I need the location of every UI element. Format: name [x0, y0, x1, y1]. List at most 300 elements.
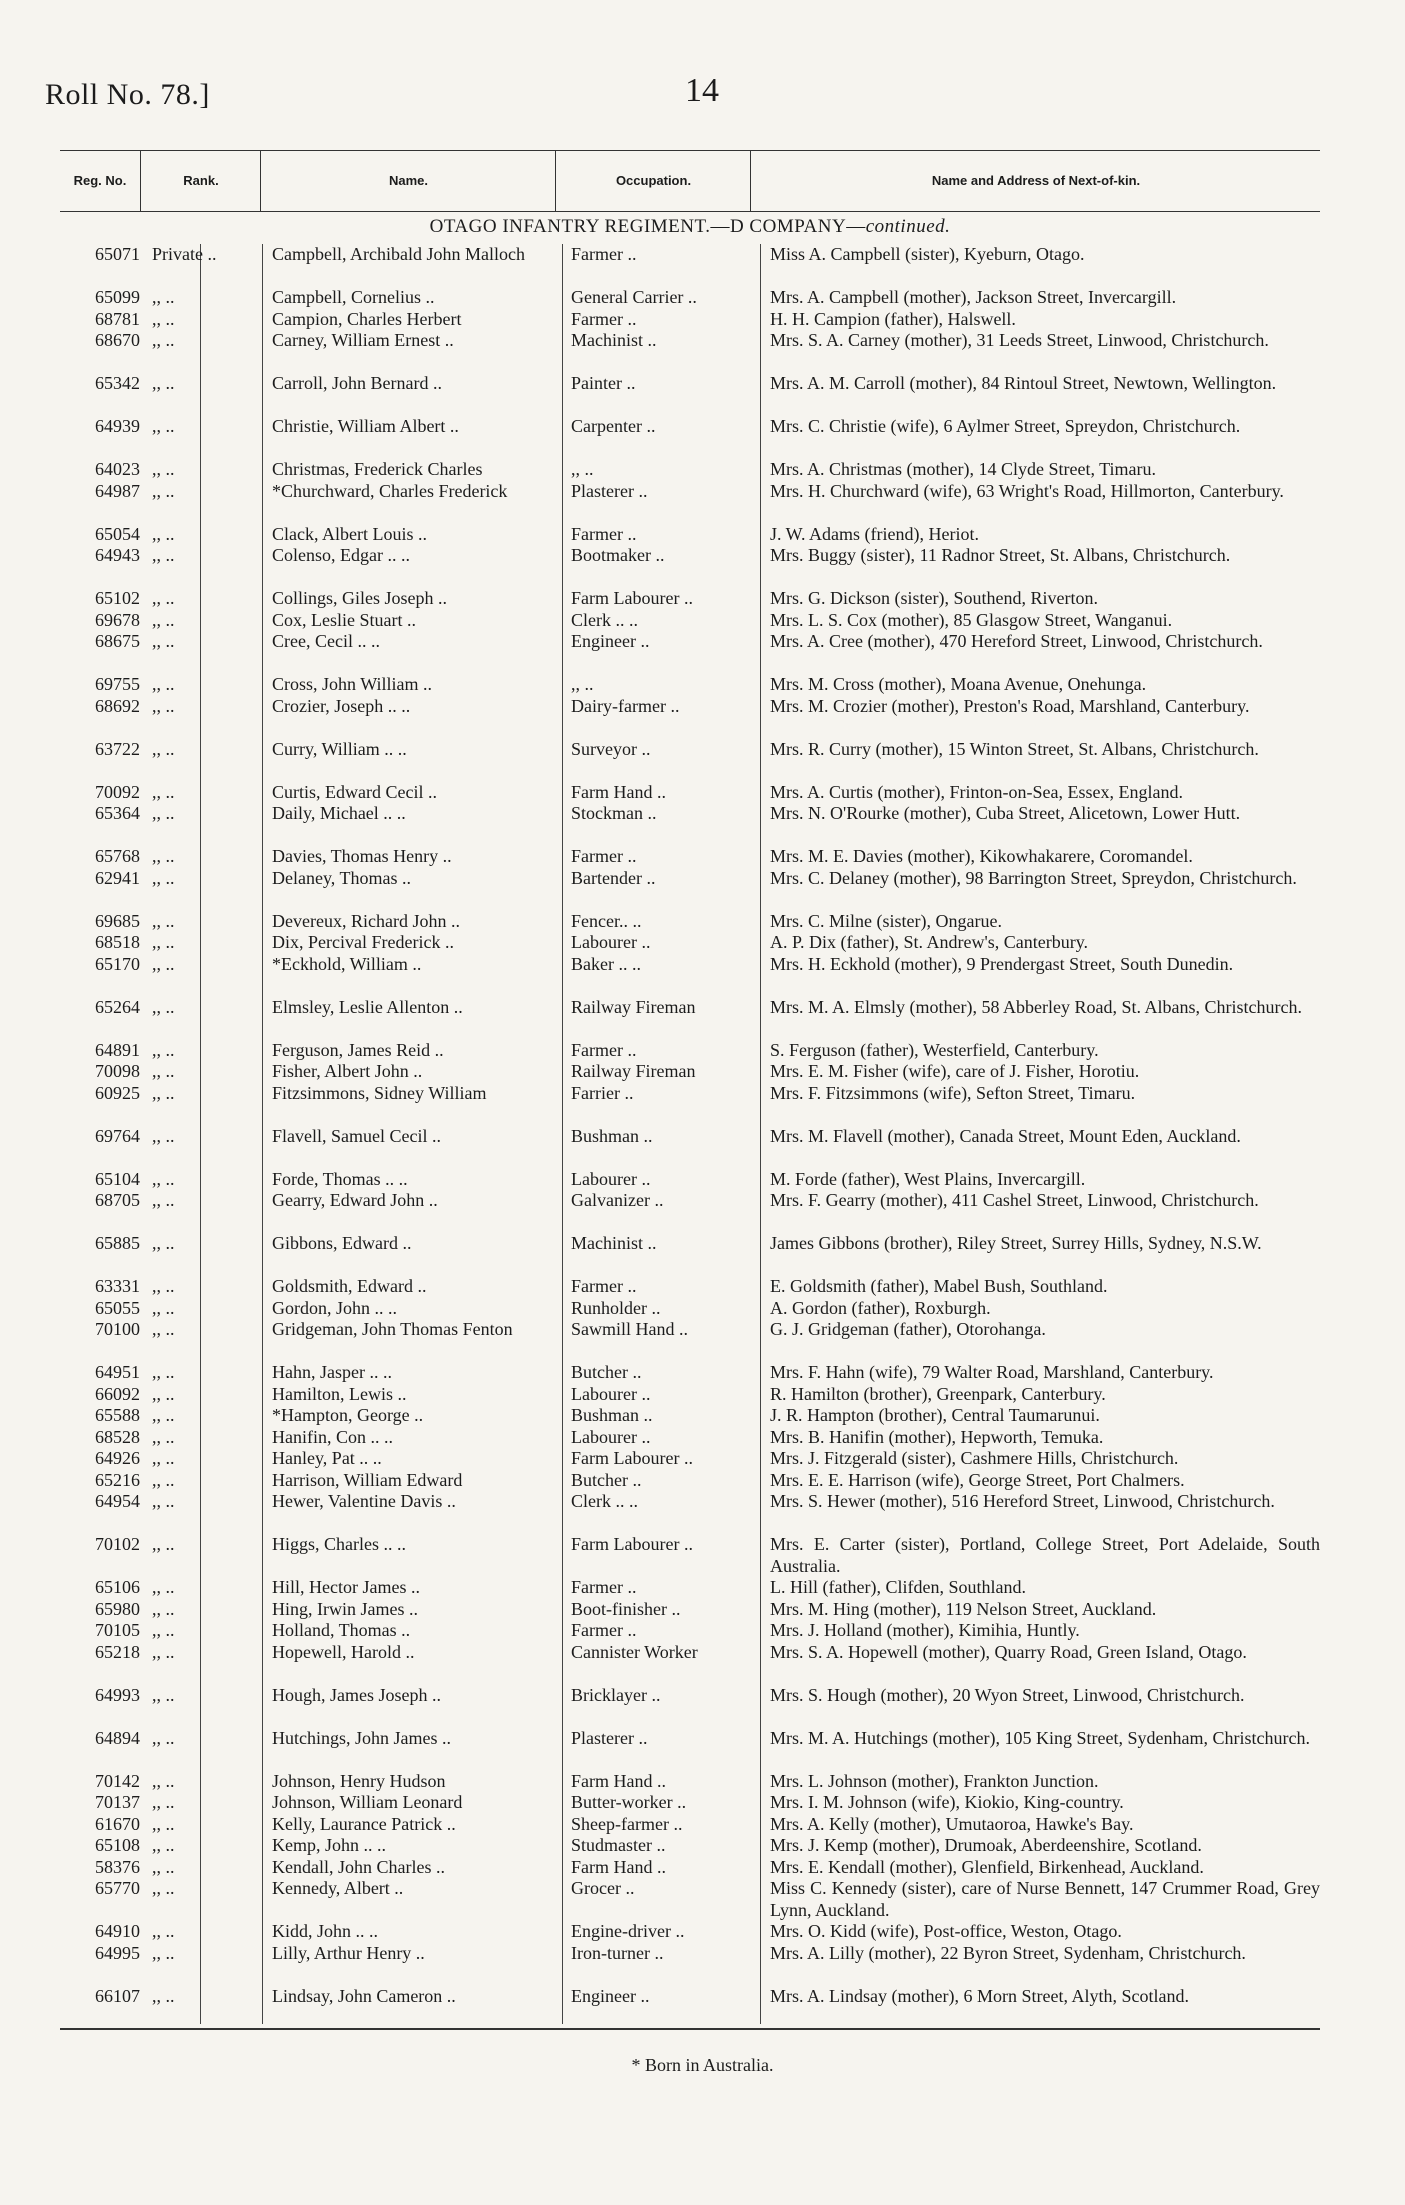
table-row — [60, 782, 1320, 804]
soldier-name: Curtis, Edward Cecil .. — [272, 781, 437, 802]
next-of-kin: A. Gordon (father), Roxburgh. — [770, 1297, 991, 1318]
reg-number: 70098 — [95, 1061, 140, 1081]
soldier-name: Hill, Hector James .. — [272, 1577, 420, 1597]
occupation: Plasterer .. — [571, 1727, 648, 1748]
next-of-kin: Mrs. B. Hanifin (mother), Hepworth, Temuka. — [770, 1426, 1104, 1447]
occupation: Galvanizer .. — [571, 1190, 664, 1210]
occupation: Engine-driver .. — [571, 1921, 685, 1941]
next-of-kin: Mrs. E. E. Harrison (wife), George Street, Port Chalmers. — [770, 1469, 1185, 1490]
occupation: Labourer .. — [571, 932, 651, 952]
reg-number: 69755 — [95, 674, 140, 694]
rank: ,, .. — [152, 996, 175, 1017]
reg-number: 70142 — [95, 1770, 140, 1791]
col-occupation: Occupation. — [555, 151, 751, 211]
table-row — [60, 524, 1320, 546]
soldier-name: Gridgeman, John Thomas Fenton — [272, 1319, 513, 1339]
next-of-kin: Mrs. N. O'Rourke (mother), Cuba Street, Alicetown, Lower Hutt. — [770, 803, 1241, 823]
next-of-kin: Mrs. F. Gearry (mother), 411 Cashel Street, Linwood, Christchurch. — [770, 1190, 1259, 1210]
rank: ,, .. — [152, 1383, 175, 1404]
occupation: Bushman .. — [571, 1405, 653, 1425]
page-number: 14 — [685, 72, 719, 109]
rank: ,, .. — [152, 1727, 175, 1748]
occupation: Farm Labourer .. — [571, 588, 693, 608]
reg-number: 64910 — [95, 1921, 140, 1941]
table-row — [60, 1771, 1320, 1793]
col-reg-no: Reg. No. — [73, 173, 127, 188]
reg-number: 65342 — [95, 373, 140, 393]
table-row — [60, 1384, 1320, 1406]
reg-number: 65980 — [95, 1598, 140, 1619]
table-row — [60, 1685, 1320, 1728]
next-of-kin: Mrs. Buggy (sister), 11 Radnor Street, St. Albans, Christchurch. — [770, 545, 1231, 565]
next-of-kin: Mrs. F. Hahn (wife), 79 Walter Road, Marshland, Canterbury. — [770, 1362, 1214, 1382]
next-of-kin: Mrs. A. Christmas (mother), 14 Clyde Street, Timaru. — [770, 459, 1156, 479]
next-of-kin: Mrs. E. M. Fisher (wife), care of J. Fisher, Horotiu. — [770, 1061, 1140, 1081]
next-of-kin: Mrs. S. A. Carney (mother), 31 Leeds Street, Linwood, Christchurch. — [770, 330, 1269, 350]
soldier-name: Hing, Irwin James .. — [272, 1598, 418, 1619]
next-of-kin: Mrs. M. A. Elmsly (mother), 58 Abberley Road, St. Albans, Christchurch. — [770, 996, 1302, 1017]
occupation: Farm Hand .. — [571, 1856, 666, 1877]
footnote: * Born in Australia. — [631, 2055, 774, 2075]
next-of-kin: R. Hamilton (brother), Greenpark, Canterbury. — [770, 1383, 1106, 1404]
rank: ,, .. — [152, 1319, 175, 1339]
reg-number: 68692 — [95, 695, 140, 716]
reg-number: 65768 — [95, 846, 140, 866]
reg-number: 70137 — [95, 1792, 140, 1812]
next-of-kin: Mrs. S. A. Hopewell (mother), Quarry Road, Green Island, Otago. — [770, 1641, 1247, 1662]
soldier-name: Hough, James Joseph .. — [272, 1684, 441, 1705]
soldier-name: Harrison, William Edward — [272, 1469, 463, 1490]
reg-number: 64891 — [95, 1039, 140, 1060]
table-row — [60, 1083, 1320, 1126]
next-of-kin: Mrs. M. E. Davies (mother), Kikowhakarere, Coromandel. — [770, 846, 1193, 866]
soldier-name: Hahn, Jasper .. .. — [272, 1362, 392, 1382]
rank: ,, .. — [152, 1770, 175, 1791]
soldier-name: Johnson, William Leonard — [272, 1792, 463, 1812]
occupation: Machinist .. — [571, 330, 657, 350]
table-row — [60, 1728, 1320, 1771]
occupation: Bricklayer .. — [571, 1684, 661, 1705]
occupation: Bartender .. — [571, 867, 656, 888]
reg-number: 66092 — [95, 1383, 140, 1404]
soldier-name: Kennedy, Albert .. — [272, 1878, 404, 1898]
soldier-name: Clack, Albert Louis .. — [272, 523, 427, 544]
occupation: ,, .. — [571, 459, 594, 479]
rank: ,, .. — [152, 330, 175, 350]
soldier-name: Kelly, Laurance Patrick .. — [272, 1813, 456, 1834]
occupation: Farm Labourer .. — [571, 1534, 693, 1554]
soldier-name: Delaney, Thomas .. — [272, 867, 411, 888]
occupation: Farmer .. — [571, 1577, 637, 1597]
occupation: Baker .. .. — [571, 953, 641, 974]
occupation: Grocer .. — [571, 1878, 635, 1898]
next-of-kin: Mrs. A. Lindsay (mother), 6 Morn Street, Alyth, Scotland. — [770, 1985, 1189, 2006]
table-row — [60, 1986, 1320, 2008]
soldier-name: Devereux, Richard John .. — [272, 910, 460, 931]
soldier-name: Kidd, John .. .. — [272, 1921, 379, 1941]
table-row — [60, 739, 1320, 782]
reg-number: 64939 — [95, 416, 140, 436]
occupation: Farmer .. — [571, 523, 637, 544]
rank: ,, .. — [152, 1061, 175, 1081]
soldier-name: Christmas, Frederick Charles — [272, 459, 483, 479]
occupation: Engineer .. — [571, 631, 650, 651]
soldier-name: Hutchings, John James .. — [272, 1727, 451, 1748]
table-row — [60, 803, 1320, 846]
occupation: Sheep-farmer .. — [571, 1813, 683, 1834]
reg-number: 64987 — [95, 480, 140, 501]
reg-number: 64926 — [95, 1448, 140, 1468]
table-row — [60, 1792, 1320, 1814]
occupation: Plasterer .. — [571, 480, 648, 501]
occupation: Dairy-farmer .. — [571, 695, 680, 716]
occupation: Clerk .. .. — [571, 609, 638, 630]
next-of-kin: Mrs. C. Delaney (mother), 98 Barrington Street, Spreydon, Christchurch. — [770, 867, 1297, 888]
reg-number: 64954 — [95, 1491, 140, 1511]
next-of-kin: Mrs. G. Dickson (sister), Southend, Riverton. — [770, 588, 1098, 608]
soldier-name: Colenso, Edgar .. .. — [272, 545, 410, 565]
section-title-text: OTAGO INFANTRY REGIMENT.—D COMPANY— — [429, 216, 866, 237]
rank: ,, .. — [152, 803, 175, 823]
reg-number: 65108 — [95, 1835, 140, 1855]
rank: ,, .. — [152, 1082, 175, 1103]
rank: ,, .. — [152, 1276, 175, 1296]
table-row — [60, 1577, 1320, 1599]
next-of-kin: Mrs. S. Hewer (mother), 516 Hereford Street, Linwood, Christchurch. — [770, 1491, 1275, 1511]
table-row — [60, 1491, 1320, 1534]
next-of-kin: Mrs. E. Carter (sister), Portland, College Street, Port Adelaide, South Australia. — [770, 1534, 1320, 1576]
next-of-kin: Mrs. L. Johnson (mother), Frankton Junction. — [770, 1770, 1099, 1791]
reg-number: 65170 — [95, 953, 140, 974]
rank: ,, .. — [152, 738, 175, 759]
soldier-name: *Churchward, Charles Frederick — [272, 480, 508, 501]
rank: ,, .. — [152, 1469, 175, 1490]
reg-number: 65216 — [95, 1469, 140, 1490]
soldier-name: Campbell, Cornelius .. — [272, 287, 435, 307]
rank: ,, .. — [152, 1921, 175, 1941]
table-row — [60, 1943, 1320, 1986]
roll-table — [60, 244, 1320, 2007]
occupation: Surveyor .. — [571, 738, 651, 759]
reg-number: 69764 — [95, 1125, 140, 1146]
occupation: Engineer .. — [571, 1985, 650, 2006]
next-of-kin: Mrs. A. Curtis (mother), Frinton-on-Sea, Essex, England. — [770, 781, 1183, 802]
rank: ,, .. — [152, 459, 175, 479]
table-row — [60, 1878, 1320, 1921]
soldier-name: Campion, Charles Herbert — [272, 308, 462, 329]
table-row — [60, 459, 1320, 481]
reg-number: 68705 — [95, 1190, 140, 1210]
section-title — [60, 216, 1320, 238]
reg-number: 65770 — [95, 1878, 140, 1898]
next-of-kin: Miss A. Campbell (sister), Kyeburn, Otago. — [770, 244, 1085, 264]
occupation: Cannister Worker — [571, 1641, 698, 1662]
soldier-name: Christie, William Albert .. — [272, 416, 459, 436]
next-of-kin: Mrs. M. Flavell (mother), Canada Street, Mount Eden, Auckland. — [770, 1125, 1241, 1146]
soldier-name: Collings, Giles Joseph .. — [272, 588, 448, 608]
next-of-kin: E. Goldsmith (father), Mabel Bush, Southland. — [770, 1276, 1108, 1296]
soldier-name: Gordon, John .. .. — [272, 1297, 397, 1318]
rank: ,, .. — [152, 1641, 175, 1662]
next-of-kin: Mrs. I. M. Johnson (wife), Kiokio, King-country. — [770, 1792, 1124, 1812]
occupation: Machinist .. — [571, 1233, 657, 1253]
next-of-kin: James Gibbons (brother), Riley Street, Surrey Hills, Sydney, N.S.W. — [770, 1233, 1262, 1253]
soldier-name: Johnson, Henry Hudson — [272, 1770, 446, 1791]
table-row — [60, 932, 1320, 954]
table-row — [60, 481, 1320, 524]
table-row — [60, 610, 1320, 632]
reg-number: 62941 — [95, 867, 140, 888]
rank: ,, .. — [152, 1039, 175, 1060]
rank: ,, .. — [152, 1856, 175, 1877]
rank: ,, .. — [152, 1168, 175, 1189]
occupation: Labourer .. — [571, 1383, 651, 1404]
reg-number: 64943 — [95, 545, 140, 565]
rank: ,, .. — [152, 545, 175, 565]
occupation: Butter-worker .. — [571, 1792, 687, 1812]
table-row — [60, 1040, 1320, 1062]
soldier-name: Lilly, Arthur Henry .. — [272, 1942, 425, 1963]
rank: ,, .. — [152, 588, 175, 608]
table-row — [60, 954, 1320, 997]
reg-number: 70092 — [95, 781, 140, 802]
next-of-kin: Mrs. A. M. Carroll (mother), 84 Rintoul Street, Newtown, Wellington. — [770, 373, 1277, 393]
rank: ,, .. — [152, 910, 175, 931]
reg-number: 63722 — [95, 738, 140, 759]
rank: ,, .. — [152, 631, 175, 651]
rank: ,, .. — [152, 1835, 175, 1855]
table-row — [60, 868, 1320, 911]
roll-number: Roll No. 78.] — [45, 78, 210, 111]
next-of-kin: Mrs. A. Campbell (mother), Jackson Street, Invercargill. — [770, 287, 1177, 307]
table-row — [60, 1061, 1320, 1083]
soldier-name: Cross, John William .. — [272, 674, 432, 694]
occupation: Farrier .. — [571, 1082, 634, 1103]
rank: ,, .. — [152, 867, 175, 888]
rank: ,, .. — [152, 1985, 175, 2006]
table-row — [60, 287, 1320, 309]
rank: ,, .. — [152, 932, 175, 952]
reg-number: 68528 — [95, 1426, 140, 1447]
table-row — [60, 309, 1320, 331]
reg-number: 65055 — [95, 1297, 140, 1318]
next-of-kin: Mrs. L. S. Cox (mother), 85 Glasgow Street, Wanganui. — [770, 609, 1173, 630]
bottom-rule — [60, 2028, 1320, 2030]
reg-number: 65054 — [95, 523, 140, 544]
occupation: Farm Labourer .. — [571, 1448, 693, 1468]
occupation: Boot-finisher .. — [571, 1598, 681, 1619]
occupation: Sawmill Hand .. — [571, 1319, 688, 1339]
occupation: Labourer .. — [571, 1426, 651, 1447]
rank: ,, .. — [152, 1598, 175, 1619]
reg-number: 68675 — [95, 631, 140, 651]
table-row — [60, 1642, 1320, 1685]
next-of-kin: Mrs. M. A. Hutchings (mother), 105 King Street, Sydenham, Christchurch. — [770, 1727, 1310, 1748]
next-of-kin: G. J. Gridgeman (father), Otorohanga. — [770, 1319, 1046, 1339]
table-row — [60, 846, 1320, 868]
table-row — [60, 1190, 1320, 1233]
occupation: Farm Hand .. — [571, 781, 666, 802]
reg-number: 65218 — [95, 1641, 140, 1662]
next-of-kin: Mrs. M. Crozier (mother), Preston's Road, Marshland, Canterbury. — [770, 695, 1250, 716]
table-row — [60, 674, 1320, 696]
reg-number: 70100 — [95, 1319, 140, 1339]
reg-number: 70105 — [95, 1620, 140, 1640]
rank: ,, .. — [152, 1577, 175, 1597]
next-of-kin: Miss C. Kennedy (sister), care of Nurse Bennett, 147 Crummer Road, Grey Lynn, Auckland. — [770, 1878, 1320, 1920]
table-row — [60, 1405, 1320, 1427]
occupation: Farmer .. — [571, 1039, 637, 1060]
table-row — [60, 1534, 1320, 1577]
rank: ,, .. — [152, 287, 175, 307]
rank: ,, .. — [152, 781, 175, 802]
rank: ,, .. — [152, 695, 175, 716]
next-of-kin: Mrs. O. Kidd (wife), Post-office, Weston, Otago. — [770, 1921, 1122, 1941]
soldier-name: Fitzsimmons, Sidney William — [272, 1082, 487, 1103]
soldier-name: Carney, William Ernest .. — [272, 330, 454, 350]
soldier-name: Gearry, Edward John .. — [272, 1190, 438, 1210]
soldier-name: Hamilton, Lewis .. — [272, 1383, 407, 1404]
next-of-kin: Mrs. A. Kelly (mother), Umutaoroa, Hawke's Bay. — [770, 1813, 1134, 1834]
next-of-kin: J. R. Hampton (brother), Central Taumarunui. — [770, 1405, 1100, 1425]
next-of-kin: Mrs. J. Kemp (mother), Drumoak, Aberdeenshire, Scotland. — [770, 1835, 1202, 1855]
rank: ,, .. — [152, 373, 175, 393]
occupation: Studmaster .. — [571, 1835, 666, 1855]
soldier-name: *Hampton, George .. — [272, 1405, 424, 1425]
soldier-name: Davies, Thomas Henry .. — [272, 846, 452, 866]
table-row — [60, 631, 1320, 674]
rank: ,, .. — [152, 846, 175, 866]
rank: ,, .. — [152, 1362, 175, 1382]
soldier-name: Crozier, Joseph .. .. — [272, 695, 411, 716]
reg-number: 64023 — [95, 459, 140, 479]
table-row — [60, 545, 1320, 588]
soldier-name: Forde, Thomas .. .. — [272, 1168, 408, 1189]
reg-number: 70102 — [95, 1534, 140, 1554]
reg-number: 68781 — [95, 308, 140, 329]
next-of-kin: Mrs. S. Hough (mother), 20 Wyon Street, Linwood, Christchurch. — [770, 1684, 1245, 1705]
rank: ,, .. — [152, 1125, 175, 1146]
table-row — [60, 1276, 1320, 1298]
occupation: Fencer.. .. — [571, 910, 642, 931]
reg-number: 69685 — [95, 910, 140, 931]
next-of-kin: Mrs. H. Eckhold (mother), 9 Prendergast Street, South Dunedin. — [770, 953, 1234, 974]
rank: ,, .. — [152, 1792, 175, 1812]
col-name: Name. — [260, 151, 556, 211]
reg-number: 61670 — [95, 1813, 140, 1834]
reg-number: 65071 — [95, 244, 140, 264]
reg-number: 63331 — [95, 1276, 140, 1296]
soldier-name: Hewer, Valentine Davis .. — [272, 1491, 456, 1511]
rank: ,, .. — [152, 1878, 175, 1898]
col-next-of-kin: Name and Address of Next-of-kin. — [750, 151, 1321, 211]
rank: ,, .. — [152, 1297, 175, 1318]
next-of-kin: Mrs. A. Lilly (mother), 22 Byron Street, Sydenham, Christchurch. — [770, 1942, 1246, 1963]
next-of-kin: Mrs. C. Christie (wife), 6 Aylmer Street, Spreydon, Christchurch. — [770, 416, 1241, 436]
soldier-name: Lindsay, John Cameron .. — [272, 1985, 456, 2006]
column-headers — [60, 150, 1320, 212]
table-row — [60, 416, 1320, 459]
next-of-kin: S. Ferguson (father), Westerfield, Canterbury. — [770, 1039, 1099, 1060]
occupation: Clerk .. .. — [571, 1491, 638, 1511]
rank: Private .. — [152, 244, 217, 264]
rank: ,, .. — [152, 1233, 175, 1253]
occupation: Farmer .. — [571, 308, 637, 329]
next-of-kin: Mrs. M. Hing (mother), 119 Nelson Street, Auckland. — [770, 1598, 1157, 1619]
next-of-kin: Mrs. R. Curry (mother), 15 Winton Street, St. Albans, Christchurch. — [770, 738, 1259, 759]
table-row — [60, 1470, 1320, 1492]
table-row — [60, 997, 1320, 1040]
next-of-kin: Mrs. F. Fitzsimmons (wife), Sefton Street, Timaru. — [770, 1082, 1136, 1103]
occupation: Farmer .. — [571, 244, 637, 264]
next-of-kin: J. W. Adams (friend), Heriot. — [770, 523, 979, 544]
table-row — [60, 1427, 1320, 1449]
soldier-name: Elmsley, Leslie Allenton .. — [272, 996, 463, 1017]
rank: ,, .. — [152, 1813, 175, 1834]
soldier-name: Fisher, Albert John .. — [272, 1061, 423, 1081]
table-row — [60, 330, 1320, 373]
next-of-kin: H. H. Campion (father), Halswell. — [770, 308, 1016, 329]
table-row — [60, 911, 1320, 933]
occupation: Farmer .. — [571, 1620, 637, 1640]
reg-number: 64993 — [95, 1684, 140, 1705]
soldier-name: *Eckhold, William .. — [272, 953, 422, 974]
table-row — [60, 1921, 1320, 1943]
occupation: Painter .. — [571, 373, 636, 393]
reg-number: 65099 — [95, 287, 140, 307]
rank: ,, .. — [152, 953, 175, 974]
soldier-name: Gibbons, Edward .. — [272, 1233, 412, 1253]
occupation: Carpenter .. — [571, 416, 656, 436]
rank: ,, .. — [152, 1620, 175, 1640]
col-rank: Rank. — [140, 151, 261, 211]
reg-number: 64995 — [95, 1942, 140, 1963]
soldier-name: Holland, Thomas .. — [272, 1620, 411, 1640]
table-row — [60, 1126, 1320, 1169]
soldier-name: Cox, Leslie Stuart .. — [272, 609, 416, 630]
next-of-kin: L. Hill (father), Clifden, Southland. — [770, 1577, 1026, 1597]
occupation: Stockman .. — [571, 803, 657, 823]
table-row — [60, 373, 1320, 416]
rank: ,, .. — [152, 1491, 175, 1511]
soldier-name: Carroll, John Bernard .. — [272, 373, 442, 393]
next-of-kin: Mrs. C. Milne (sister), Ongarue. — [770, 910, 1002, 931]
soldier-name: Kemp, John .. .. — [272, 1835, 386, 1855]
reg-number: 68518 — [95, 932, 140, 952]
soldier-name: Daily, Michael .. .. — [272, 803, 406, 823]
occupation: Bootmaker .. — [571, 545, 665, 565]
rank: ,, .. — [152, 1426, 175, 1447]
next-of-kin: Mrs. M. Cross (mother), Moana Avenue, Onehunga. — [770, 674, 1147, 694]
reg-number: 65264 — [95, 996, 140, 1017]
rank: ,, .. — [152, 1448, 175, 1468]
rank: ,, .. — [152, 674, 175, 694]
rank: ,, .. — [152, 480, 175, 501]
page-header — [45, 60, 1365, 120]
soldier-name: Hopewell, Harold .. — [272, 1641, 415, 1662]
reg-number: 64951 — [95, 1362, 140, 1382]
occupation: Iron-turner .. — [571, 1942, 664, 1963]
rank: ,, .. — [152, 1190, 175, 1210]
occupation: Railway Fireman — [571, 1061, 696, 1081]
rank: ,, .. — [152, 609, 175, 630]
reg-number: 64894 — [95, 1727, 140, 1748]
soldier-name: Campbell, Archibald John Malloch — [272, 244, 525, 264]
next-of-kin: M. Forde (father), West Plains, Invercargill. — [770, 1168, 1086, 1189]
soldier-name: Hanley, Pat .. .. — [272, 1448, 382, 1468]
occupation: Labourer .. — [571, 1168, 651, 1189]
occupation: Runholder .. — [571, 1297, 661, 1318]
